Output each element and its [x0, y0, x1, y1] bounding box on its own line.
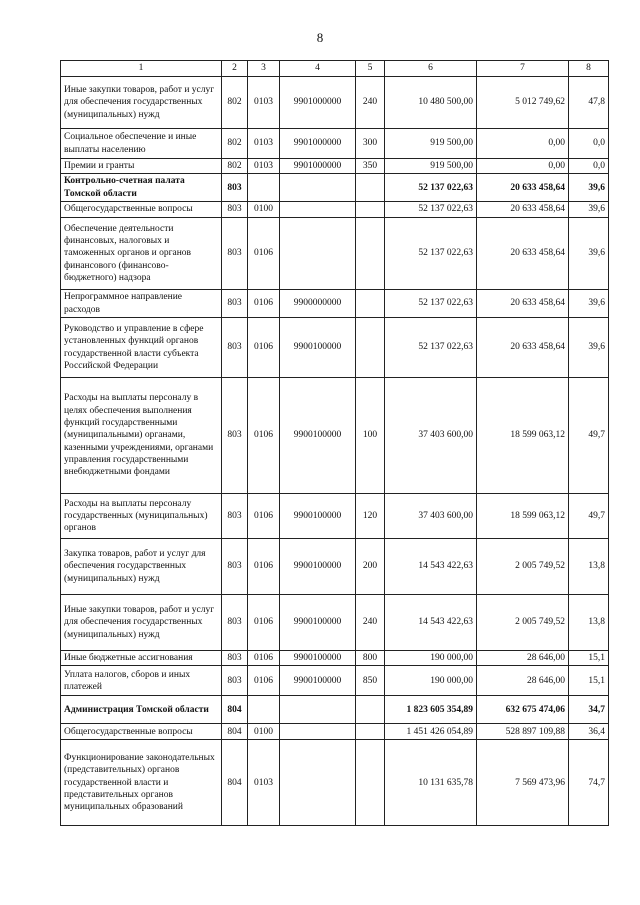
expense-type-cell: 800 [356, 651, 385, 666]
actual-amount-cell: 2 005 749,52 [477, 595, 569, 651]
table-row [61, 129, 609, 159]
actual-amount-cell: 20 633 458,64 [477, 218, 569, 290]
expense-type-cell: 350 [356, 159, 385, 174]
section-code-cell: 0106 [248, 218, 280, 290]
section-code-cell: 0103 [248, 77, 280, 129]
section-code-cell: 0103 [248, 740, 280, 826]
execution-percent-cell: 0,0 [569, 129, 609, 159]
expense-type-cell: 240 [356, 595, 385, 651]
budget-table [60, 60, 609, 826]
column-header: 7 [477, 61, 569, 77]
execution-percent-cell: 47,8 [569, 77, 609, 129]
ved-code-cell: 803 [222, 202, 248, 218]
target-article-cell [280, 202, 356, 218]
section-code-cell [248, 696, 280, 724]
row-name-cell: Функционирование законодательных (представительных) органов государственной власти и представительных органов муниципальных образований [61, 740, 222, 826]
row-name-cell: Уплата налогов, сборов и иных платежей [61, 666, 222, 696]
column-header: 6 [385, 61, 477, 77]
row-name-cell: Иные бюджетные ассигнования [61, 651, 222, 666]
row-name-cell: Иные закупки товаров, работ и услуг для обеспечения государственных (муниципальных) нужд [61, 595, 222, 651]
planned-amount-cell: 190 000,00 [385, 666, 477, 696]
ved-code-cell: 803 [222, 290, 248, 318]
section-code-cell: 0106 [248, 378, 280, 494]
execution-percent-cell: 39,6 [569, 218, 609, 290]
row-name-cell: Обеспечение деятельности финансовых, налоговых и таможенных органов и органов финансового (финансово-бюджетного) надзора [61, 218, 222, 290]
section-code-cell: 0103 [248, 159, 280, 174]
actual-amount-cell: 18 599 063,12 [477, 494, 569, 539]
expense-type-cell: 850 [356, 666, 385, 696]
target-article-cell: 9900100000 [280, 494, 356, 539]
actual-amount-cell: 20 633 458,64 [477, 174, 569, 202]
planned-amount-cell: 10 480 500,00 [385, 77, 477, 129]
target-article-cell: 9901000000 [280, 129, 356, 159]
section-code-cell: 0100 [248, 724, 280, 740]
execution-percent-cell: 39,6 [569, 174, 609, 202]
actual-amount-cell: 28 646,00 [477, 666, 569, 696]
section-code-cell: 0106 [248, 494, 280, 539]
ved-code-cell: 802 [222, 129, 248, 159]
expense-type-cell: 240 [356, 77, 385, 129]
target-article-cell: 9900100000 [280, 666, 356, 696]
actual-amount-cell: 7 569 473,96 [477, 740, 569, 826]
table-row [61, 724, 609, 740]
actual-amount-cell: 5 012 749,62 [477, 77, 569, 129]
planned-amount-cell: 52 137 022,63 [385, 202, 477, 218]
execution-percent-cell: 0,0 [569, 159, 609, 174]
table-row [61, 651, 609, 666]
planned-amount-cell: 190 000,00 [385, 651, 477, 666]
ved-code-cell: 803 [222, 539, 248, 595]
table-row [61, 159, 609, 174]
actual-amount-cell: 632 675 474,06 [477, 696, 569, 724]
planned-amount-cell: 919 500,00 [385, 159, 477, 174]
section-code-cell: 0106 [248, 539, 280, 595]
planned-amount-cell: 1 451 426 054,89 [385, 724, 477, 740]
target-article-cell: 9900100000 [280, 539, 356, 595]
section-code-cell: 0106 [248, 666, 280, 696]
target-article-cell: 9900100000 [280, 595, 356, 651]
target-article-cell: 9901000000 [280, 159, 356, 174]
row-name-cell: Премии и гранты [61, 159, 222, 174]
page-number: 8 [316, 30, 324, 45]
ved-code-cell: 803 [222, 595, 248, 651]
table-row [61, 595, 609, 651]
ved-code-cell: 802 [222, 77, 248, 129]
ved-code-cell: 803 [222, 174, 248, 202]
expense-type-cell [356, 696, 385, 724]
row-name-cell: Общегосударственные вопросы [61, 202, 222, 218]
execution-percent-cell: 15,1 [569, 651, 609, 666]
expense-type-cell [356, 290, 385, 318]
execution-percent-cell: 34,7 [569, 696, 609, 724]
column-header: 5 [356, 61, 385, 77]
row-name-cell: Иные закупки товаров, работ и услуг для обеспечения государственных (муниципальных) нужд [61, 77, 222, 129]
table-row [61, 318, 609, 378]
ved-code-cell: 804 [222, 696, 248, 724]
ved-code-cell: 803 [222, 494, 248, 539]
ved-code-cell: 804 [222, 740, 248, 826]
table-row [61, 290, 609, 318]
planned-amount-cell: 37 403 600,00 [385, 494, 477, 539]
target-article-cell: 9900000000 [280, 290, 356, 318]
column-header: 3 [248, 61, 280, 77]
section-code-cell: 0103 [248, 129, 280, 159]
execution-percent-cell: 36,4 [569, 724, 609, 740]
row-name-cell: Расходы на выплаты персоналу государственных (муниципальных) органов [61, 494, 222, 539]
target-article-cell: 9900100000 [280, 651, 356, 666]
section-code-cell: 0106 [248, 290, 280, 318]
row-name-cell: Расходы на выплаты персоналу в целях обеспечения выполнения функций государственными (муниципальными) органами, казенными учреждениями, органами управления государственными внебюджетными фондами [61, 378, 222, 494]
column-header: 8 [569, 61, 609, 77]
ved-code-cell: 803 [222, 318, 248, 378]
planned-amount-cell: 14 543 422,63 [385, 595, 477, 651]
actual-amount-cell: 0,00 [477, 159, 569, 174]
actual-amount-cell: 18 599 063,12 [477, 378, 569, 494]
expense-type-cell [356, 740, 385, 826]
expense-type-cell [356, 202, 385, 218]
expense-type-cell: 100 [356, 378, 385, 494]
actual-amount-cell: 0,00 [477, 129, 569, 159]
execution-percent-cell: 39,6 [569, 318, 609, 378]
expense-type-cell: 120 [356, 494, 385, 539]
column-header: 4 [280, 61, 356, 77]
row-name-cell: Администрация Томской области [61, 696, 222, 724]
execution-percent-cell: 39,6 [569, 290, 609, 318]
target-article-cell [280, 174, 356, 202]
planned-amount-cell: 52 137 022,63 [385, 318, 477, 378]
column-header: 2 [222, 61, 248, 77]
table-row [61, 696, 609, 724]
execution-percent-cell: 49,7 [569, 494, 609, 539]
execution-percent-cell: 49,7 [569, 378, 609, 494]
expense-type-cell [356, 724, 385, 740]
execution-percent-cell: 74,7 [569, 740, 609, 826]
ved-code-cell: 802 [222, 159, 248, 174]
execution-percent-cell: 13,8 [569, 595, 609, 651]
actual-amount-cell: 528 897 109,88 [477, 724, 569, 740]
section-code-cell: 0100 [248, 202, 280, 218]
section-code-cell [248, 174, 280, 202]
expense-type-cell: 300 [356, 129, 385, 159]
target-article-cell [280, 218, 356, 290]
actual-amount-cell: 2 005 749,52 [477, 539, 569, 595]
target-article-cell: 9900100000 [280, 378, 356, 494]
ved-code-cell: 803 [222, 378, 248, 494]
section-code-cell: 0106 [248, 318, 280, 378]
column-header: 1 [61, 61, 222, 77]
table-row [61, 174, 609, 202]
target-article-cell: 9900100000 [280, 318, 356, 378]
expense-type-cell [356, 174, 385, 202]
table-row [61, 740, 609, 826]
target-article-cell: 9901000000 [280, 77, 356, 129]
planned-amount-cell: 14 543 422,63 [385, 539, 477, 595]
expense-type-cell [356, 318, 385, 378]
ved-code-cell: 803 [222, 651, 248, 666]
planned-amount-cell: 10 131 635,78 [385, 740, 477, 826]
ved-code-cell: 803 [222, 666, 248, 696]
table-row [61, 77, 609, 129]
section-code-cell: 0106 [248, 595, 280, 651]
target-article-cell [280, 696, 356, 724]
planned-amount-cell: 919 500,00 [385, 129, 477, 159]
planned-amount-cell: 52 137 022,63 [385, 290, 477, 318]
table-row [61, 218, 609, 290]
execution-percent-cell: 13,8 [569, 539, 609, 595]
section-code-cell: 0106 [248, 651, 280, 666]
table-header-row [61, 61, 609, 77]
table-row [61, 666, 609, 696]
row-name-cell: Общегосударственные вопросы [61, 724, 222, 740]
planned-amount-cell: 1 823 605 354,89 [385, 696, 477, 724]
planned-amount-cell: 52 137 022,63 [385, 218, 477, 290]
ved-code-cell: 803 [222, 218, 248, 290]
actual-amount-cell: 20 633 458,64 [477, 202, 569, 218]
row-name-cell: Закупка товаров, работ и услуг для обеспечения государственных (муниципальных) нужд [61, 539, 222, 595]
row-name-cell: Социальное обеспечение и иные выплаты населению [61, 129, 222, 159]
row-name-cell: Контрольно-счетная палата Томской области [61, 174, 222, 202]
execution-percent-cell: 39,6 [569, 202, 609, 218]
table-row [61, 494, 609, 539]
table-row [61, 202, 609, 218]
planned-amount-cell: 52 137 022,63 [385, 174, 477, 202]
row-name-cell: Непрограммное направление расходов [61, 290, 222, 318]
actual-amount-cell: 28 646,00 [477, 651, 569, 666]
target-article-cell [280, 740, 356, 826]
target-article-cell [280, 724, 356, 740]
planned-amount-cell: 37 403 600,00 [385, 378, 477, 494]
actual-amount-cell: 20 633 458,64 [477, 290, 569, 318]
row-name-cell: Руководство и управление в сфере установленных функций органов государственной власти субъекта Российской Федерации [61, 318, 222, 378]
table-row [61, 378, 609, 494]
execution-percent-cell: 15,1 [569, 666, 609, 696]
table-row [61, 539, 609, 595]
expense-type-cell [356, 218, 385, 290]
actual-amount-cell: 20 633 458,64 [477, 318, 569, 378]
ved-code-cell: 804 [222, 724, 248, 740]
expense-type-cell: 200 [356, 539, 385, 595]
